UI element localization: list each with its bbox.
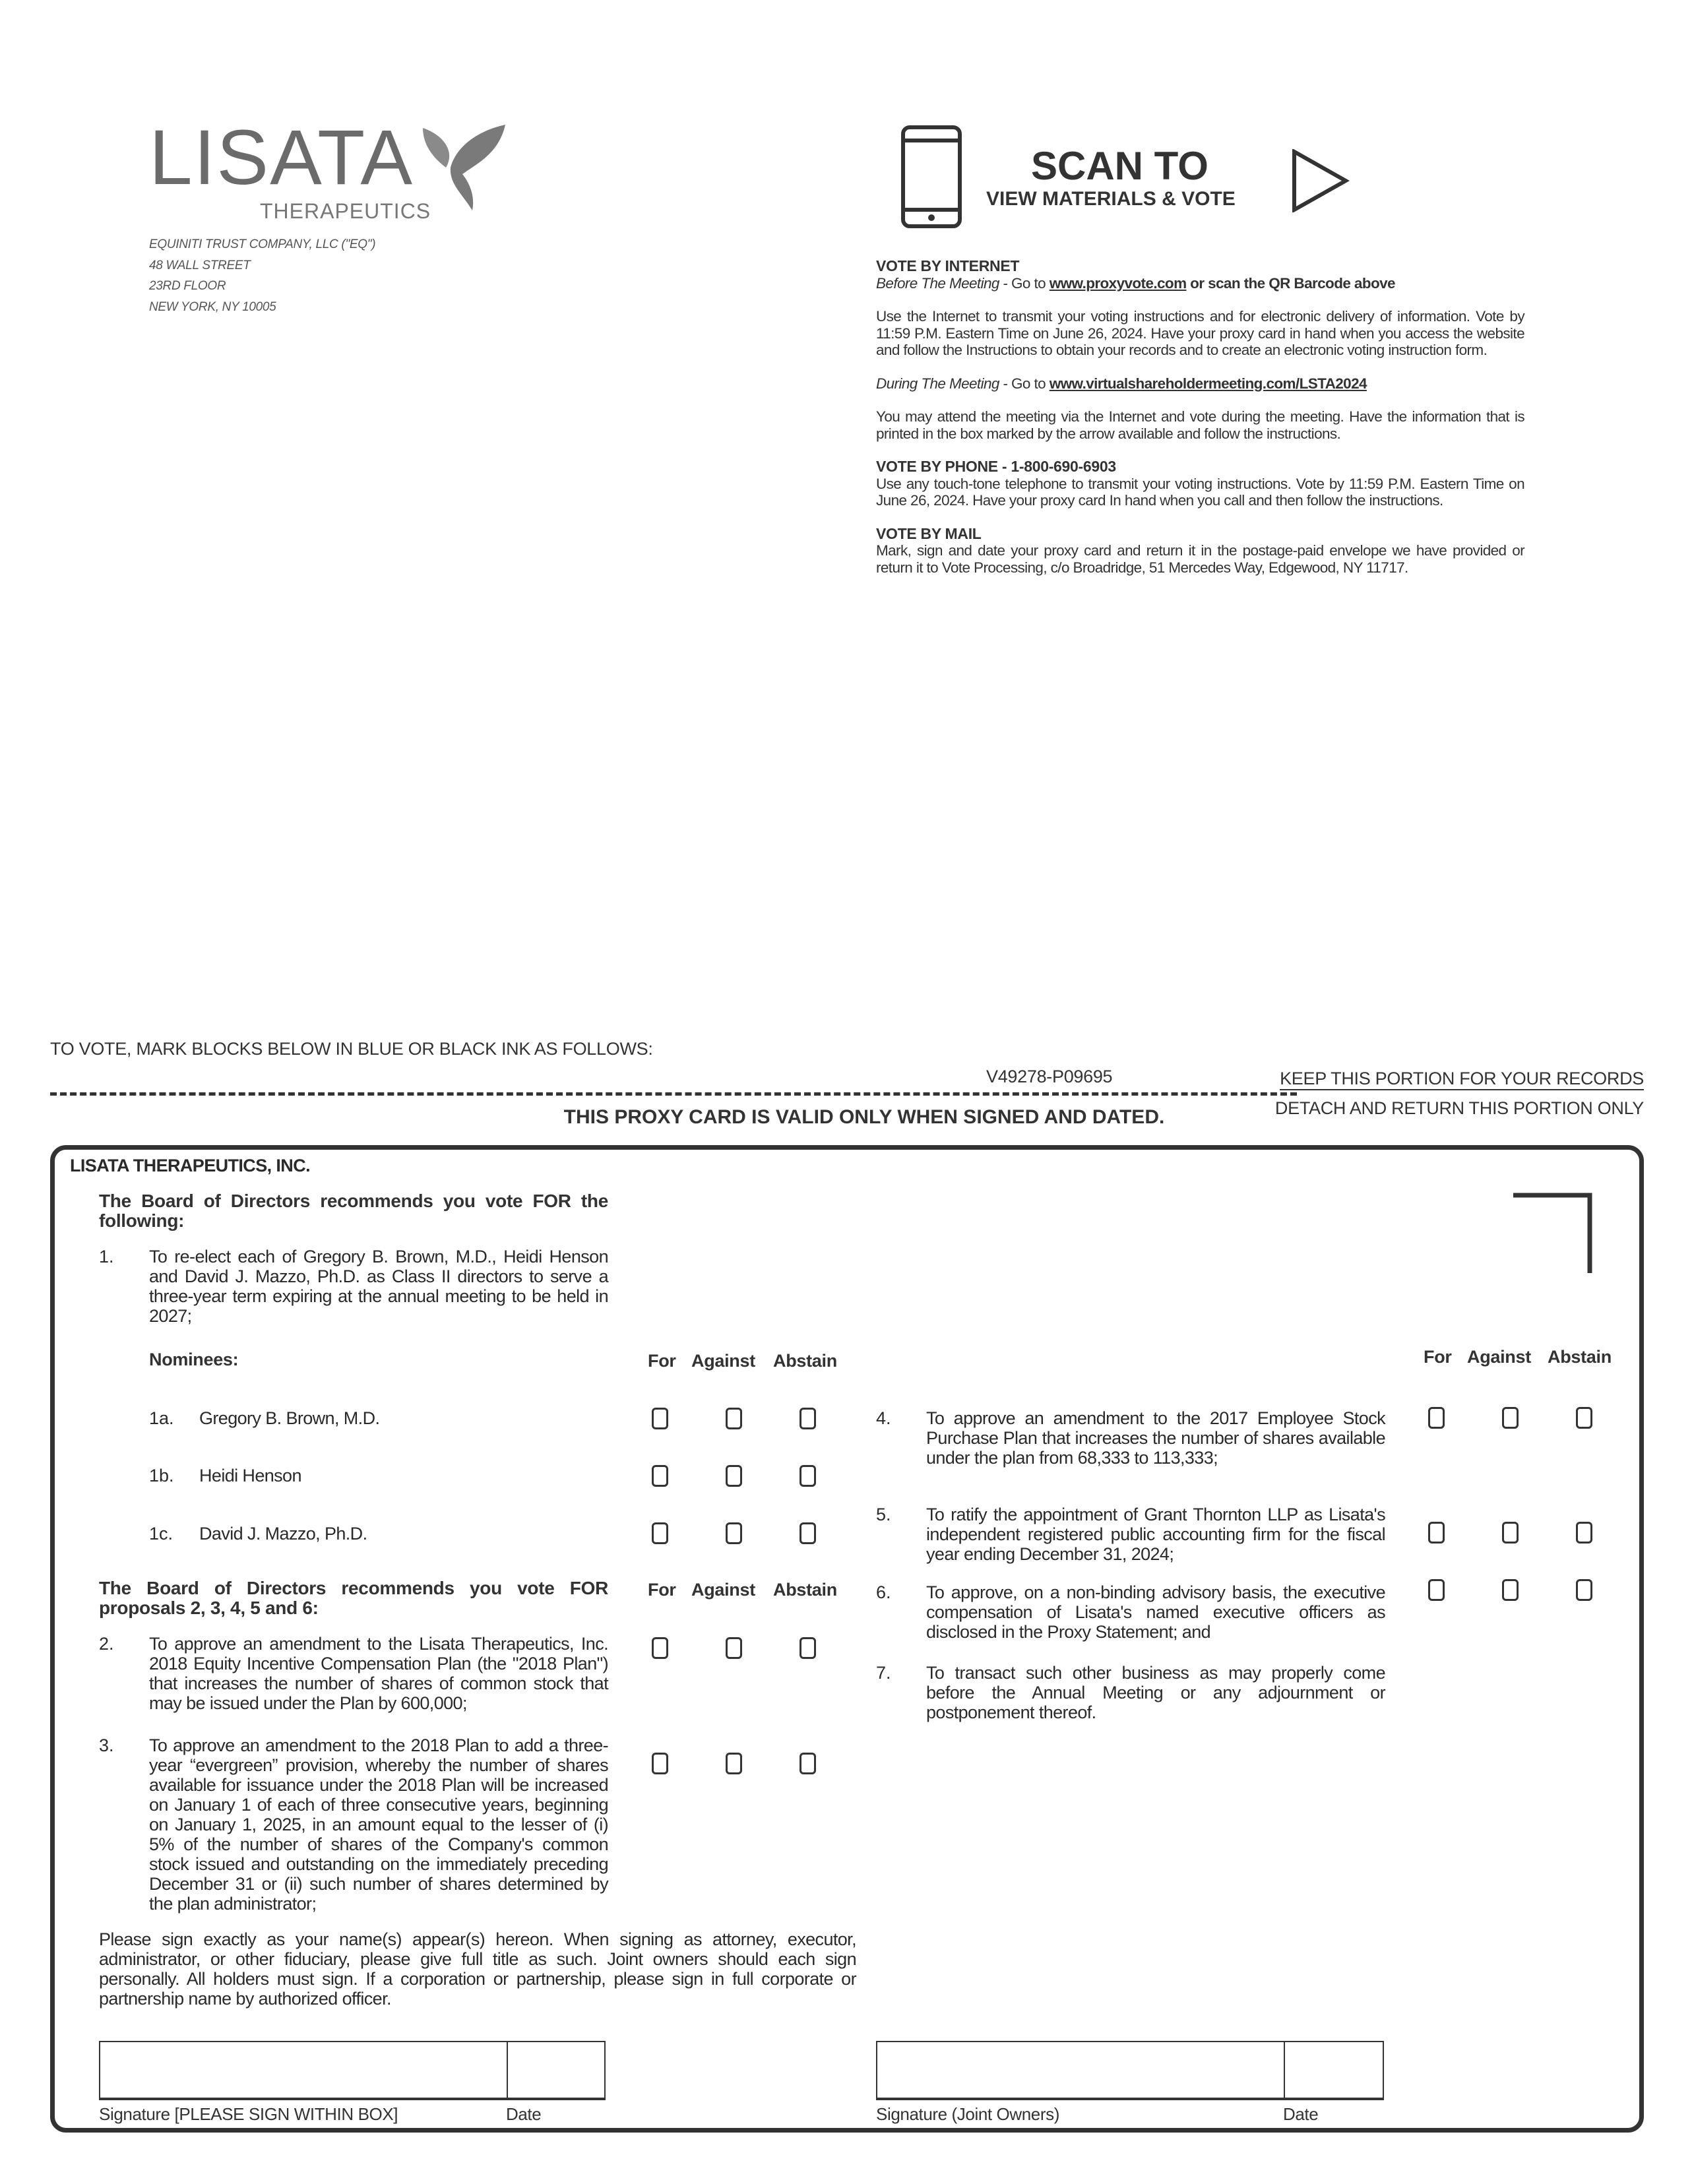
checkbox-3-against[interactable] xyxy=(726,1753,742,1774)
proposal-2-text: To approve an amendment to the Lisata Therapeutics, Inc. 2018 Equity Incentive Compensation Plan (the "2018 Plan") that increases the number of shares of common stock that may be issued under the Plan by 600,000; xyxy=(149,1634,608,1713)
joint-signature-label: Signature (Joint Owners) xyxy=(876,2104,1059,2124)
checkbox-1b-against[interactable] xyxy=(726,1465,742,1487)
phone-text: Use any touch-tone telephone to transmit your voting instructions. Vote by 11:59 P.M. Eastern Time on June 26, 2024. Have your proxy card In hand when you call and then follow the instructions. xyxy=(876,475,1524,509)
valid-notice: THIS PROXY CARD IS VALID ONLY WHEN SIGNED AND DATED. xyxy=(563,1106,1165,1128)
col-abstain-2: Abstain xyxy=(773,1580,837,1600)
col-for-right: For xyxy=(1424,1347,1452,1367)
checkbox-1c-against[interactable] xyxy=(726,1522,742,1544)
address-line: 23RD FLOOR xyxy=(149,279,226,293)
detach-line xyxy=(50,1092,1297,1096)
proposal-7-text: To transact such other business as may properly come before the Annual Meeting or any adjournment or postponement thereof. xyxy=(926,1663,1385,1722)
date-divider xyxy=(507,2042,508,2098)
checkbox-1a-against[interactable] xyxy=(726,1408,742,1429)
col-for-2: For xyxy=(648,1580,676,1600)
address-line: EQUINITI TRUST COMPANY, LLC ("EQ") xyxy=(149,237,376,251)
detach-return-label: DETACH AND RETURN THIS PORTION ONLY xyxy=(1274,1098,1644,1118)
smartphone-icon xyxy=(901,125,962,228)
checkbox-1a-abstain[interactable] xyxy=(800,1408,816,1429)
nominee-number: 1a. xyxy=(149,1408,174,1428)
checkbox-1b-for[interactable] xyxy=(652,1465,668,1487)
item1-text: To re-elect each of Gregory B. Brown, M.D., Heidi Henson and David J. Mazzo, Ph.D. as Class II directors to serve a three-year term expiring at the annual meeting to be held in 2027; xyxy=(149,1247,608,1326)
item-number: 2. xyxy=(99,1634,114,1654)
checkbox-3-for[interactable] xyxy=(652,1753,668,1774)
col-abstain-right: Abstain xyxy=(1548,1347,1612,1367)
signing-instructions: Please sign exactly as your name(s) appear(s) hereon. When signing as attorney, executor, administrator, or other fiduciary, please give full title as such. Joint owners should each sign personally. All holders must sign. If a corporation or partnership, please sign in full corporate or partnership name by authorized officer. xyxy=(99,1929,856,2009)
col-abstain: Abstain xyxy=(773,1351,837,1371)
marking-instructions: TO VOTE, MARK BLOCKS BELOW IN BLUE OR BLACK INK AS FOLLOWS: xyxy=(50,1039,653,1059)
vote-mail-title: VOTE BY MAIL xyxy=(876,524,982,542)
checkbox-2-against[interactable] xyxy=(726,1637,742,1659)
date-label: Date xyxy=(506,2104,542,2124)
go-to-text: - Go to xyxy=(999,274,1050,292)
proxyvote-link[interactable]: www.proxyvote.com xyxy=(1049,274,1187,292)
vote-internet-title: VOTE BY INTERNET xyxy=(876,257,1020,274)
internet-text: Use the Internet to transmit your voting instructions and for electronic delivery of information. Vote by 11:59 P.M. Eastern Time on June 26, 2024. Have your proxy card in hand when you access the website and follow the Instructions to obtain your records and to create an electronic voting instruction form. xyxy=(876,308,1524,358)
checkbox-2-for[interactable] xyxy=(652,1637,668,1659)
checkbox-2-abstain[interactable] xyxy=(800,1637,816,1659)
address-line: NEW YORK, NY 10005 xyxy=(149,299,276,314)
qr-text: or scan the QR Barcode above xyxy=(1186,274,1395,292)
checkbox-6-for[interactable] xyxy=(1428,1579,1445,1601)
recommendation-2: The Board of Directors recommends you vote FOR proposals 2, 3, 4, 5 and 6: xyxy=(99,1578,608,1618)
company-logo xyxy=(149,114,505,224)
mail-text: Mark, sign and date your proxy card and return it in the postage-paid envelope we have provided or return it to Vote Processing, c/o Broadridge, 51 Mercedes Way, Edgewood, NY 11717. xyxy=(876,542,1524,576)
checkbox-5-abstain[interactable] xyxy=(1576,1522,1592,1544)
checkbox-4-against[interactable] xyxy=(1502,1407,1519,1429)
logo-wordmark: LISATA xyxy=(149,114,414,201)
col-against-right: Against xyxy=(1467,1347,1531,1367)
checkbox-6-abstain[interactable] xyxy=(1576,1579,1592,1601)
keep-portion-label: KEEP THIS PORTION FOR YOUR RECORDS xyxy=(1280,1069,1644,1090)
control-code: V49278-P09695 xyxy=(986,1067,1113,1086)
leaf-icon xyxy=(410,121,509,214)
item-number: 5. xyxy=(876,1505,891,1524)
recommendation-1: The Board of Directors recommends you vote FOR the following: xyxy=(99,1191,608,1231)
before-meeting-label: Before The Meeting xyxy=(876,274,999,292)
date-divider xyxy=(1284,2042,1285,2098)
virtual-meeting-link[interactable]: www.virtualshareholdermeeting.com/LSTA2024 xyxy=(1049,375,1367,392)
checkbox-1b-abstain[interactable] xyxy=(800,1465,816,1487)
checkbox-1a-for[interactable] xyxy=(652,1408,668,1429)
nominee-name: Heidi Henson xyxy=(199,1466,301,1485)
item-number: 3. xyxy=(99,1735,114,1755)
proposal-5-text: To ratify the appointment of Grant Thornton LLP as Lisata's independent registered public accounting firm for the fiscal year ending December 31, 2024; xyxy=(926,1505,1385,1564)
checkbox-5-for[interactable] xyxy=(1428,1522,1445,1544)
proposal-6-text: To approve, on a non-binding advisory basis, the executive compensation of Lisata's named executive officers as disclosed in the Proxy Statement; and xyxy=(926,1582,1385,1642)
nominee-number: 1b. xyxy=(149,1466,174,1485)
checkbox-5-against[interactable] xyxy=(1502,1522,1519,1544)
logo-subtitle: THERAPEUTICS xyxy=(260,199,431,223)
vote-phone-title: VOTE BY PHONE - 1-800-690-6903 xyxy=(876,458,1116,475)
item-number: 7. xyxy=(876,1663,891,1683)
item-number: 6. xyxy=(876,1582,891,1602)
address-line: 48 WALL STREET xyxy=(149,258,251,272)
arrow-play-icon xyxy=(1292,149,1350,212)
item-number: 4. xyxy=(876,1408,891,1428)
checkbox-4-for[interactable] xyxy=(1428,1407,1445,1429)
corner-mark-icon xyxy=(1513,1193,1594,1273)
col-against: Against xyxy=(691,1351,755,1371)
signature-box[interactable] xyxy=(99,2041,606,2100)
checkbox-1c-abstain[interactable] xyxy=(800,1522,816,1544)
go-to-text: - Go to xyxy=(999,375,1050,392)
checkbox-4-abstain[interactable] xyxy=(1576,1407,1592,1429)
during-meeting-label: During The Meeting xyxy=(876,375,999,392)
proposal-4-text: To approve an amendment to the 2017 Employee Stock Purchase Plan that increases the number of shares available under the plan from 68,333 to 113,333; xyxy=(926,1408,1385,1468)
during-text: You may attend the meeting via the Internet and vote during the meeting. Have the information that is printed in the box marked by the arrow available and follow the instructions. xyxy=(876,408,1524,442)
col-for: For xyxy=(648,1351,676,1371)
nominee-name: Gregory B. Brown, M.D. xyxy=(199,1408,380,1428)
proposal-3-text: To approve an amendment to the 2018 Plan to add a three-year “evergreen” provision, whereby the number of shares available for issuance under the 2018 Plan will be increased on January 1 of each of three consecutive years, beginning on January 1, 2025, in an amount equal to the lesser of (i) 5% of the number of shares of the Company's common stock issued and outstanding on the immediately preceding December 31 or (ii) such number of shares determined by the plan administrator; xyxy=(149,1735,608,1914)
signature-label: Signature [PLEASE SIGN WITHIN BOX] xyxy=(99,2104,398,2124)
item-number: 1. xyxy=(99,1247,114,1266)
joint-signature-box[interactable] xyxy=(876,2041,1384,2100)
nominee-name: David J. Mazzo, Ph.D. xyxy=(199,1524,367,1544)
checkbox-6-against[interactable] xyxy=(1502,1579,1519,1601)
nominee-number: 1c. xyxy=(149,1524,173,1544)
checkbox-1c-for[interactable] xyxy=(652,1522,668,1544)
col-against-2: Against xyxy=(691,1580,755,1600)
voting-instructions xyxy=(876,258,1524,592)
card-company-name: LISATA THERAPEUTICS, INC. xyxy=(70,1156,311,1175)
scan-subheading: VIEW MATERIALS & VOTE xyxy=(986,188,1236,210)
joint-date-label: Date xyxy=(1283,2104,1319,2124)
return-address xyxy=(149,234,375,317)
nominees-label: Nominees: xyxy=(149,1350,239,1369)
checkbox-3-abstain[interactable] xyxy=(800,1753,816,1774)
scan-heading: SCAN TO xyxy=(1031,144,1208,188)
